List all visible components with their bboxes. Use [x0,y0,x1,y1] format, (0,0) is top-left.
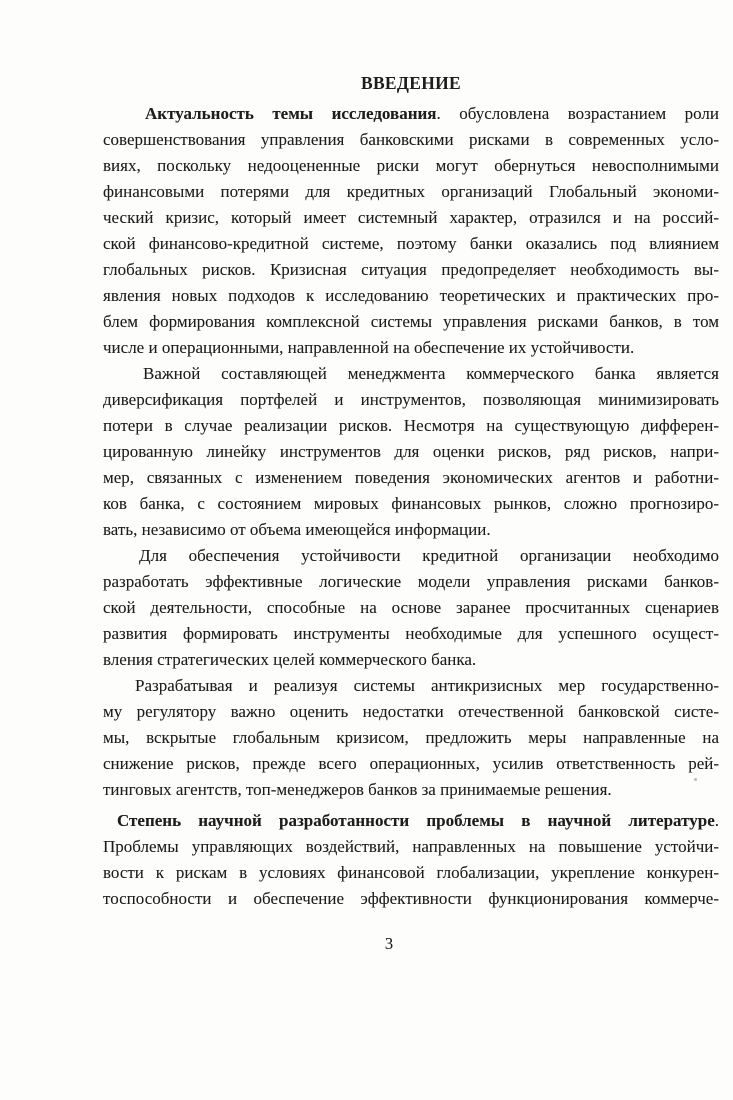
text-line: тинговых агентств, топ-менеджеров банков за принимаемые решения. [103,780,612,799]
text-line: вости к рискам в условиях финансовой глобализации, укрепление конкурен- [103,863,719,882]
paragraph [103,543,719,673]
text-line: развития формировать инструменты необходимые для успешного осущест- [103,624,719,643]
text-line: Проблемы управляющих воздействий, направленных на повышение устойчи- [103,837,719,856]
text-line: мер, связанных с изменением поведения экономических агентов и работни- [103,468,719,487]
text-line: вления стратегических целей коммерческого банка. [103,650,477,669]
text-line: блем формирования комплексной системы управления рисками банков, в том [103,312,719,331]
text-line: му регулятору важно оценить недостатки отечественной банковской систе- [103,702,719,721]
text-line: разработать эффективные логические модели управления рисками банков- [103,572,719,591]
bold-lead: Степень научной разработанности проблемы в научной литературе [117,811,715,830]
paragraph [103,808,719,912]
text-line: ков банка, с состоянием мировых финансовых рынков, сложно прогнозиро- [103,494,719,513]
scan-speck [694,778,697,781]
text-line: ской деятельности, способные на основе заранее просчитанных сценариев [103,598,719,617]
paragraph [103,361,719,543]
text-line: Важной составляющей менеджмента коммерческого банка является [143,364,719,383]
text-line: потери в случае реализации рисков. Несмотря на существующую дифферен- [103,416,719,435]
text-line: снижение рисков, прежде всего операционных, усилив ответственность рей- [103,754,719,773]
text-line: ческий кризис, который имеет системный характер, отразился и на россий- [103,208,719,227]
text-line: диверсификация портфелей и инструментов, позволяющая минимизировать [103,390,719,409]
text-line: Степень научной разработанности проблемы в научной литературе. [117,811,719,830]
page-number: 3 [384,934,394,953]
text-line: цированную линейку инструментов для оценки рисков, ряд рисков, напри- [103,442,719,461]
text-line: виях, поскольку недооцененные риски могут обернуться невосполнимыми [103,156,719,175]
text-line: числе и операционными, направленной на обеспечение их устойчивости. [103,338,635,357]
text-line: глобальных рисков. Кризисная ситуация предопределяет необходимость вы- [103,260,719,279]
text-line: явления новых подходов к исследованию теоретических и практических про- [103,286,719,305]
text-line: совершенствования управления банковскими рисками в современных усло- [103,130,719,149]
paragraph [103,673,719,803]
text-line: вать, независимо от объема имеющейся информации. [103,520,491,539]
text-line: мы, вскрытые глобальным кризисом, предложить меры направленные на [103,728,719,747]
text-line: Актуальность темы исследования. обусловлена возрастанием роли [145,104,719,123]
text-block [103,70,719,912]
text-line: Для обеспечения устойчивости кредитной организации необходимо [139,546,719,565]
scan-speck [711,398,714,401]
text-line: Разрабатывая и реализуя системы антикризисных мер государственно- [135,676,719,695]
text-line: тоспособности и обеспечение эффективности функционирования коммерче- [103,889,719,908]
paragraph [103,101,719,361]
section-heading: ВВЕДЕНИЕ [360,73,462,93]
bold-lead: Актуальность темы исследования [145,104,437,123]
body-text [103,101,719,912]
text-line: ской финансово-кредитной системе, поэтому банки оказались под влиянием [103,234,719,253]
text-line: финансовыми потерями для кредитных организаций Глобальный экономи- [103,182,719,201]
